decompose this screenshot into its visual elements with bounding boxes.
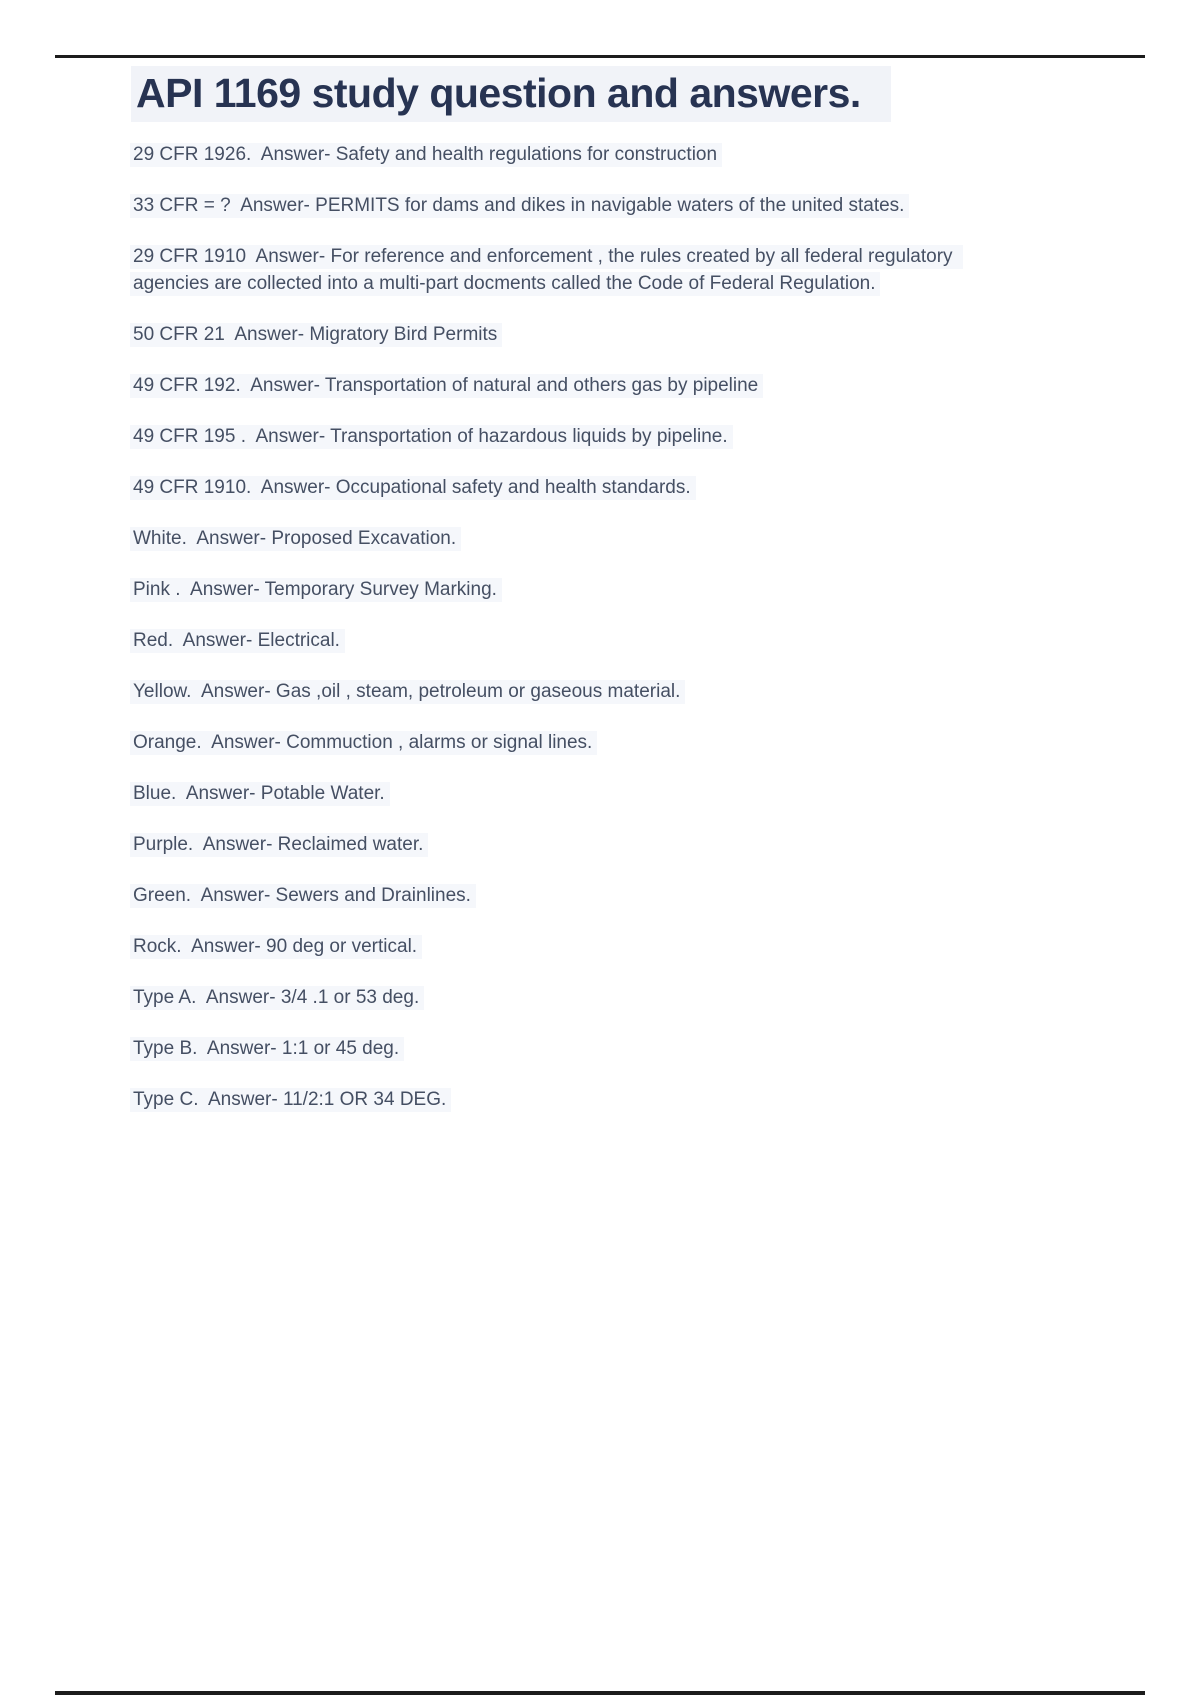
qa-item — [133, 243, 965, 297]
qa-item — [133, 831, 965, 858]
qa-item — [133, 576, 965, 603]
qa-text: Red. Answer- Electrical. — [130, 629, 345, 653]
qa-text: 49 CFR 192. Answer- Transportation of natural and others gas by pipeline — [130, 374, 763, 398]
page-title-text: API 1169 study question and answers. — [131, 66, 891, 122]
qa-item — [133, 627, 965, 654]
top-rule — [55, 55, 1145, 58]
qa-item — [133, 372, 965, 399]
qa-text: Yellow. Answer- Gas ,oil , steam, petroleum or gaseous material. — [130, 680, 685, 704]
bottom-rule — [55, 1691, 1145, 1695]
qa-text: 29 CFR 1910 Answer- For reference and enforcement , the rules created by all federal regulatory agencies are collected into a multi-part docments called the Code of Federal Regulation. — [130, 245, 963, 296]
qa-item — [133, 192, 965, 219]
qa-item — [133, 525, 965, 552]
qa-text: Type B. Answer- 1:1 or 45 deg. — [130, 1037, 404, 1061]
qa-text: Blue. Answer- Potable Water. — [130, 782, 390, 806]
qa-text: Purple. Answer- Reclaimed water. — [130, 833, 428, 857]
qa-item — [133, 474, 965, 501]
qa-item — [133, 984, 965, 1011]
qa-text: 50 CFR 21 Answer- Migratory Bird Permits — [130, 323, 502, 347]
qa-text: Pink . Answer- Temporary Survey Marking. — [130, 578, 502, 602]
qa-text: Green. Answer- Sewers and Drainlines. — [130, 884, 476, 908]
page-title — [131, 66, 891, 122]
qa-item — [133, 423, 965, 450]
qa-text: Orange. Answer- Commuction , alarms or signal lines. — [130, 731, 597, 755]
qa-item — [133, 780, 965, 807]
qa-text: Type C. Answer- 11/2:1 OR 34 DEG. — [130, 1088, 451, 1112]
qa-item — [133, 1086, 965, 1113]
qa-text: Rock. Answer- 90 deg or vertical. — [130, 935, 422, 959]
qa-text: 49 CFR 1910. Answer- Occupational safety and health standards. — [130, 476, 696, 500]
qa-item — [133, 678, 965, 705]
qa-text: 49 CFR 195 . Answer- Transportation of hazardous liquids by pipeline. — [130, 425, 733, 449]
qa-list — [133, 141, 978, 1137]
qa-text: 29 CFR 1926. Answer- Safety and health regulations for construction — [130, 143, 722, 167]
qa-item — [133, 321, 965, 348]
qa-item — [133, 729, 965, 756]
qa-item — [133, 933, 965, 960]
qa-item — [133, 1035, 965, 1062]
qa-text: Type A. Answer- 3/4 .1 or 53 deg. — [130, 986, 424, 1010]
qa-text: White. Answer- Proposed Excavation. — [130, 527, 461, 551]
qa-item — [133, 882, 965, 909]
qa-item — [133, 141, 965, 168]
qa-text: 33 CFR = ? Answer- PERMITS for dams and dikes in navigable waters of the united states. — [130, 194, 909, 218]
